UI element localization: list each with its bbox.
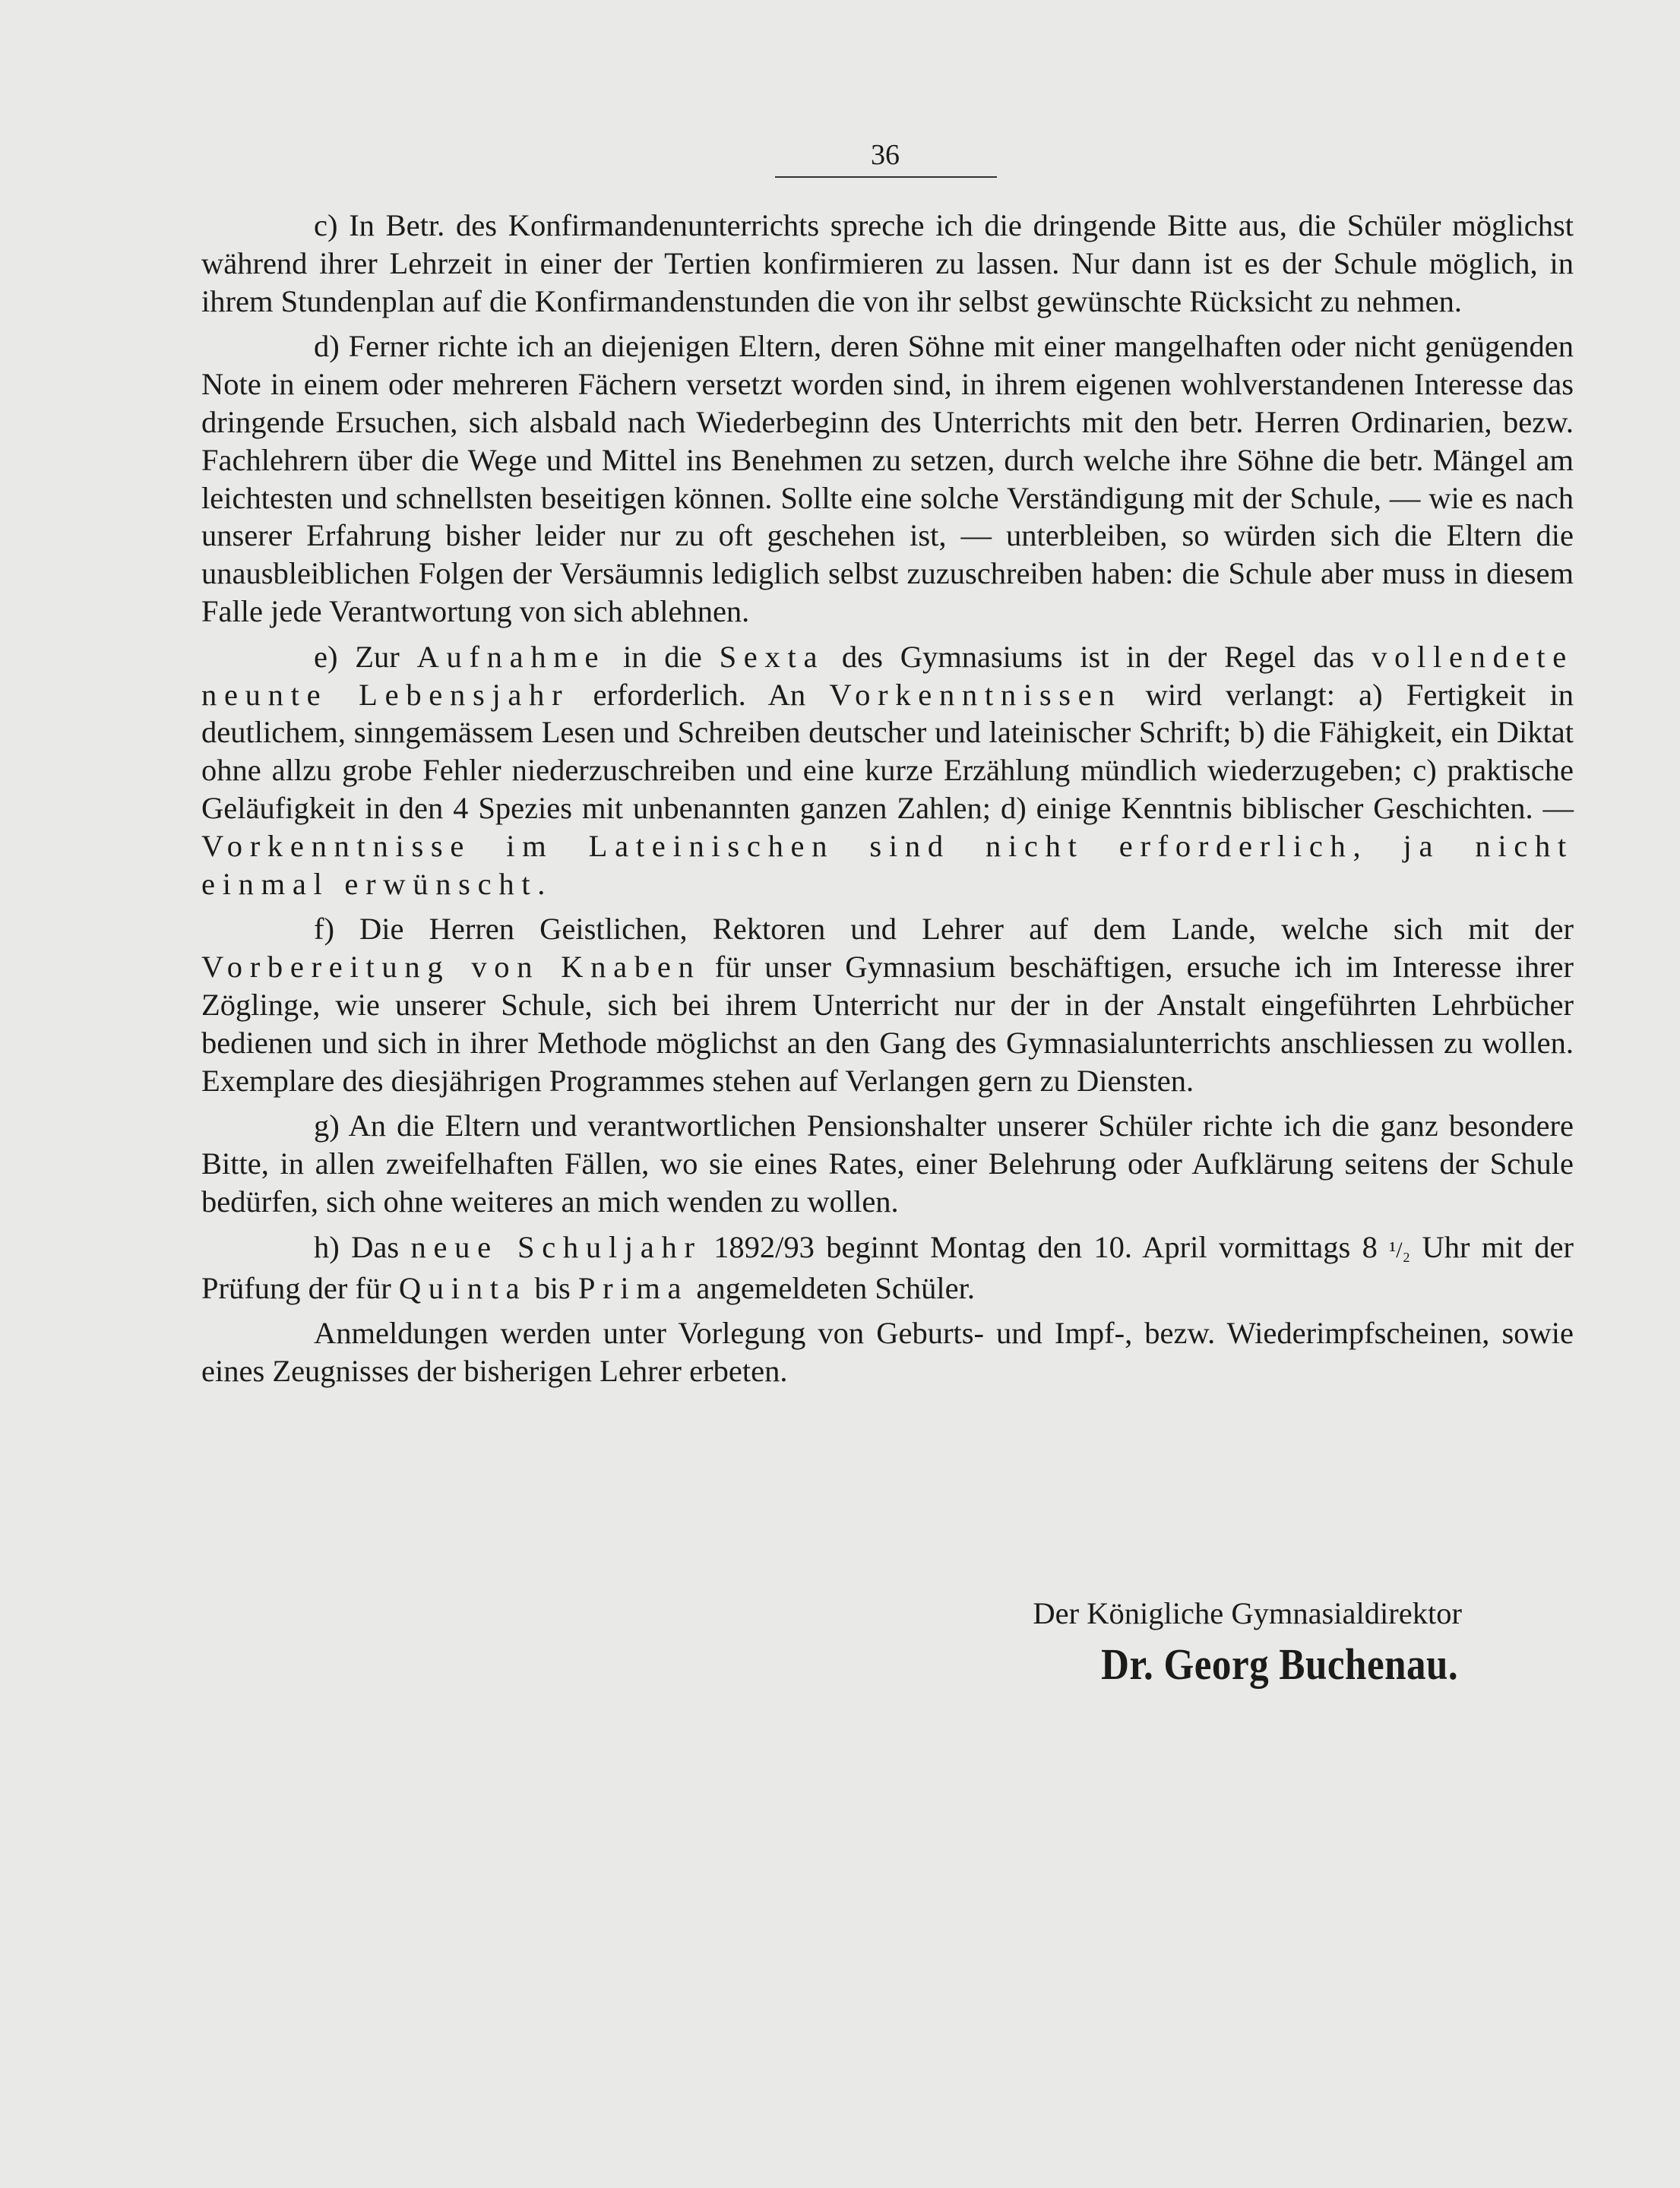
header-rule — [775, 176, 997, 178]
paragraph-d: d) Ferner richte ich an diejenigen Eltern, deren Söhne mit einer mangelhaften oder nicht genügenden Note in einem oder mehreren Fächern versetzt worden sind, in ihrem eigenen wohlverstandenen Interesse das dringende Ersuchen, sich alsbald nach Wiederbeginn des Unterrichts mit den betr. Herren Ordinarien, bezw. Fachlehrern über die Wege und Mittel ins Benehmen zu setzen, durch welche ihre Söhne die betr. Mängel am leichtesten und schnellsten beseitigen können. Sollte eine solche Verständigung mit der Schule, — wie es nach unserer Erfahrung bisher leider nur zu oft geschehen ist, — unterbleiben, so würden sich die Eltern die unausbleiblichen Folgen der Versäumnis lediglich selbst zuzuschreiben haben: die Schule aber muss in diesem Falle jede Verantwortung von sich ablehnen. — [201, 329, 1574, 628]
signature-block — [805, 1595, 1565, 1692]
document-body — [201, 207, 1574, 1398]
paragraph-h-fraction: ¹/₂ — [1389, 1237, 1411, 1263]
paragraph-h-spaced-prima: Prima — [577, 1270, 689, 1305]
paragraph-h-text-3: Uhr mit der Prüfung der für — [201, 1229, 1574, 1305]
paragraph-c: c) In Betr. des Konfirmandenunterrichts spreche ich die dringende Bitte aus, die Schüler möglichst während ihrer Lehrzeit in einer der Tertien konfirmieren zu lassen. Nur dann ist es der Schule möglich, in ihrem Stundenplan auf die Konfirmandenstunden die von ihr selbst gewünschte Rücksicht zu nehmen. — [201, 208, 1574, 318]
paragraph-h-text-1: h) Das — [314, 1229, 411, 1264]
paragraph-e-text-2: in die — [606, 639, 720, 674]
paragraph-e-text-3: des Gymnasiums ist in der Regel das — [824, 639, 1372, 674]
paragraph-e-spaced-vorkenntnissen: Vorkenntnissen — [829, 677, 1122, 712]
page-number: 36 — [871, 139, 900, 171]
paragraph-f-text-1: f) Die Herren Geistlichen, Rektoren und Lehrer auf dem Lande, welche sich mit der — [314, 912, 1574, 947]
paragraph-h — [201, 1228, 1574, 1307]
signature-title: Der Königliche Gymnasialdirektor — [1033, 1596, 1462, 1630]
paragraph-f-spaced-vorbereitung: Vorbereitung von Knaben — [201, 950, 701, 985]
paragraph-anmeldungen: Anmeldungen werden unter Vorlegung von Geburts- und Impf-, bezw. Wiederimpfscheinen, sowie eines Zeugnisses der bisherigen Lehrer erbeten. — [201, 1316, 1574, 1389]
paragraph-e — [201, 638, 1574, 903]
paragraph-h-text-2: 1892/93 beginnt Montag den 10. April vormittags 8 — [701, 1229, 1390, 1264]
paragraph-f — [201, 910, 1574, 1099]
paragraph-e-spaced-latein: Vorkenntnisse im Lateinischen sind nicht erforderlich, ja nicht einmal erwünscht. — [201, 828, 1574, 901]
paragraph-h-text-5: angemeldeten Schüler. — [688, 1270, 975, 1305]
paragraph-g: g) An die Eltern und verantwortlichen Pensionshalter unserer Schüler richte ich die ganz besondere Bitte, in allen zweifelhaften Fällen, wo sie eines Rates, einer Belehrung oder Aufklärung seitens der Schule bedürfen, sich ohne weiteres an mich wenden zu wollen. — [201, 1108, 1574, 1219]
signature-name: Dr. Georg Buchenau. — [1101, 1639, 1459, 1689]
paragraph-e-spaced-lebensjahr: vollendete neunte Lebensjahr — [201, 639, 1574, 712]
paragraph-e-text-4: erforderlich. An — [569, 677, 830, 712]
paragraph-e-text-5: wird verlangt: a) Fertigkeit in deutlichem, sinngemässem Lesen und Schreiben deutscher und lateinischer Schrift; b) die Fähigkeit, ein Diktat ohne allzu grobe Fehler niederzuschreiben und eine kurze Erzählung mündlich wiederzugeben; c) praktische Geläufigkeit in den 4 Spezies mit unbenannten ganzen Zahlen; d) einige Kenntnis biblischer Geschichten. — — [201, 677, 1574, 825]
paragraph-h-spaced-schuljahr: neue Schuljahr — [410, 1229, 702, 1264]
paragraph-e-spaced-aufnahme: Aufnahme — [416, 639, 606, 674]
paragraph-h-spaced-quinta: Quinta — [398, 1270, 527, 1305]
paragraph-e-text-1: e) Zur — [314, 639, 417, 674]
paragraph-f-text-2: für unser Gymnasium beschäftigen, ersuche ich im Interesse ihrer Zöglinge, wie unserer Schule, sich bei ihrem Unterricht nur der in der Anstalt eingeführten Lehrbücher bedienen und sich in ihrer Methode möglichst an den Gang des Gymnasialunterrichts anschliessen zu wollen. Exemplare des diesjährigen Programmes stehen auf Verlangen gern zu Diensten. — [201, 950, 1574, 1098]
paragraph-e-spaced-sexta: Sexta — [719, 639, 825, 674]
paragraph-h-text-4: bis — [527, 1270, 578, 1305]
